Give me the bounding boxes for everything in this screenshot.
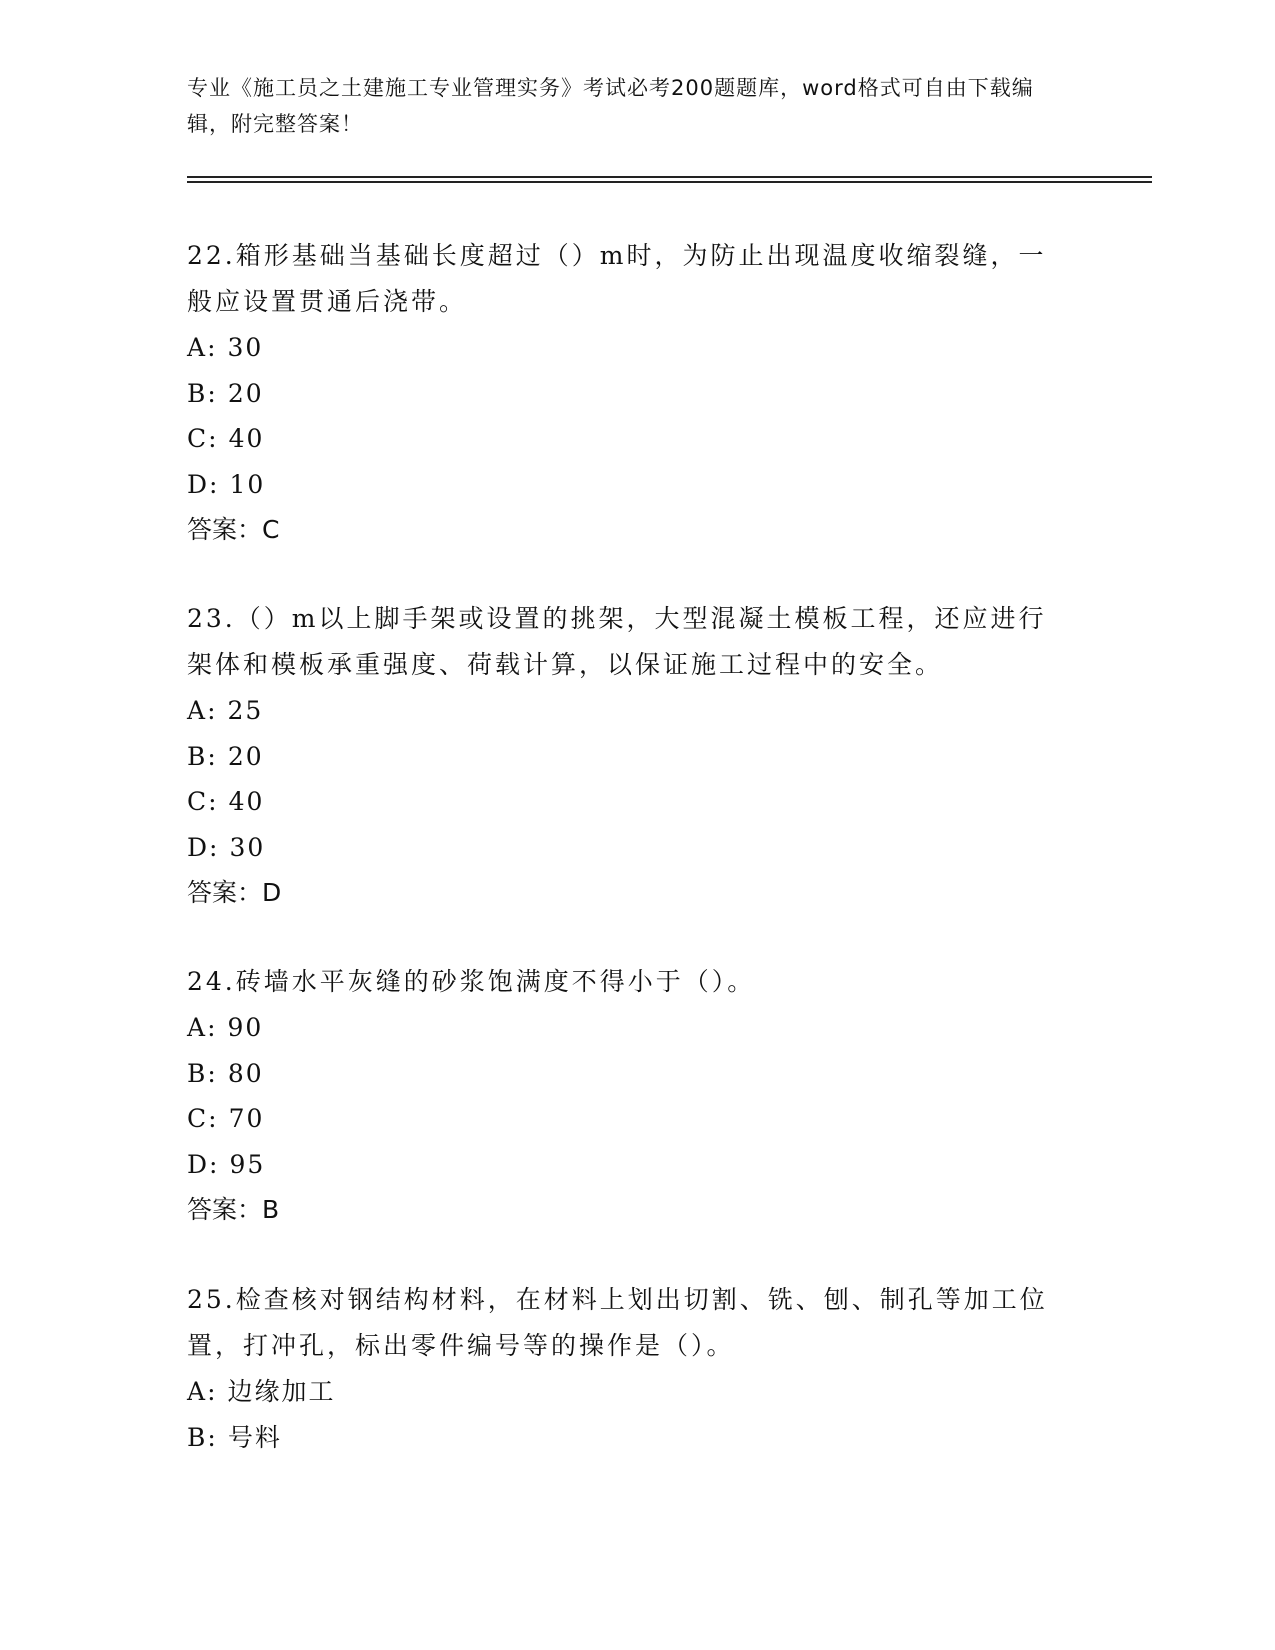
question-stem: 22.箱形基础当基础长度超过（）m时，为防止出现温度收缩裂缝，一般应设置贯通后浇带。 bbox=[187, 241, 1047, 316]
option-a bbox=[187, 688, 1067, 734]
question-25 bbox=[187, 1277, 1067, 1460]
option-letter: B bbox=[187, 378, 208, 408]
answer-line: 答案：C bbox=[187, 515, 280, 544]
option-letter: D bbox=[187, 1149, 210, 1179]
option-separator: : bbox=[207, 1422, 218, 1452]
option-separator: : bbox=[207, 1377, 218, 1406]
option-d bbox=[187, 462, 1067, 508]
option-letter: B bbox=[187, 741, 208, 771]
option-separator: : bbox=[208, 787, 219, 816]
option-separator: : bbox=[207, 1058, 218, 1088]
option-separator: : bbox=[207, 696, 218, 725]
question-24 bbox=[187, 959, 1067, 1233]
option-text: 30 bbox=[229, 832, 266, 862]
option-text: 30 bbox=[227, 333, 264, 362]
option-b bbox=[187, 371, 1067, 417]
option-separator: : bbox=[209, 469, 220, 499]
option-text: 40 bbox=[228, 787, 265, 816]
option-a bbox=[187, 325, 1067, 371]
option-b bbox=[187, 734, 1067, 780]
answer-line: 答案：D bbox=[187, 878, 282, 907]
question-stem: 25.检查核对钢结构材料，在材料上划出切割、铣、刨、制孔等加工位置，打冲孔，标出零件编号等的操作是（）。 bbox=[187, 1285, 1048, 1360]
option-letter: A bbox=[187, 333, 208, 362]
question-stem: 24.砖墙水平灰缝的砂浆饱满度不得小于（）。 bbox=[187, 967, 756, 996]
option-letter: C bbox=[187, 787, 209, 816]
header-divider-top bbox=[187, 176, 1152, 178]
option-text: 号料 bbox=[227, 1422, 282, 1452]
option-separator: : bbox=[208, 1104, 219, 1133]
option-letter: A bbox=[187, 696, 208, 725]
option-text: 80 bbox=[227, 1058, 264, 1088]
option-text: 25 bbox=[227, 696, 264, 725]
option-separator: : bbox=[207, 333, 218, 362]
option-separator: : bbox=[207, 1013, 218, 1042]
option-letter: C bbox=[187, 424, 209, 453]
option-d bbox=[187, 825, 1067, 871]
option-letter: C bbox=[187, 1104, 209, 1133]
option-a bbox=[187, 1005, 1067, 1051]
option-text: 90 bbox=[227, 1013, 264, 1042]
option-text: 10 bbox=[229, 469, 266, 499]
option-letter: B bbox=[187, 1422, 208, 1452]
question-23 bbox=[187, 596, 1067, 916]
option-text: 40 bbox=[228, 424, 265, 453]
document-header: 专业《施工员之土建施工专业管理实务》考试必考200题题库，word格式可自由下载编辑，附完整答案！ bbox=[187, 76, 1034, 136]
option-letter: A bbox=[187, 1013, 208, 1042]
question-22 bbox=[187, 233, 1067, 553]
option-d bbox=[187, 1142, 1067, 1188]
option-b bbox=[187, 1415, 1067, 1461]
option-c bbox=[187, 1096, 1067, 1142]
option-a bbox=[187, 1369, 1067, 1415]
option-letter: B bbox=[187, 1058, 208, 1088]
header-divider-bottom bbox=[187, 181, 1152, 183]
option-separator: : bbox=[209, 1149, 220, 1179]
option-c bbox=[187, 416, 1067, 462]
option-text: 20 bbox=[227, 741, 264, 771]
option-separator: : bbox=[207, 378, 218, 408]
option-separator: : bbox=[207, 741, 218, 771]
option-b bbox=[187, 1051, 1067, 1097]
option-c bbox=[187, 779, 1067, 825]
option-letter: A bbox=[187, 1377, 208, 1406]
option-letter: D bbox=[187, 832, 210, 862]
question-stem: 23.（）m以上脚手架或设置的挑架，大型混凝土模板工程，还应进行架体和模板承重强度、荷载计算，以保证施工过程中的安全。 bbox=[187, 604, 1047, 679]
option-letter: D bbox=[187, 469, 210, 499]
answer-line: 答案：B bbox=[187, 1195, 280, 1224]
option-text: 边缘加工 bbox=[227, 1377, 336, 1406]
option-text: 20 bbox=[227, 378, 264, 408]
option-text: 95 bbox=[229, 1149, 266, 1179]
option-text: 70 bbox=[228, 1104, 265, 1133]
option-separator: : bbox=[209, 832, 220, 862]
option-separator: : bbox=[208, 424, 219, 453]
